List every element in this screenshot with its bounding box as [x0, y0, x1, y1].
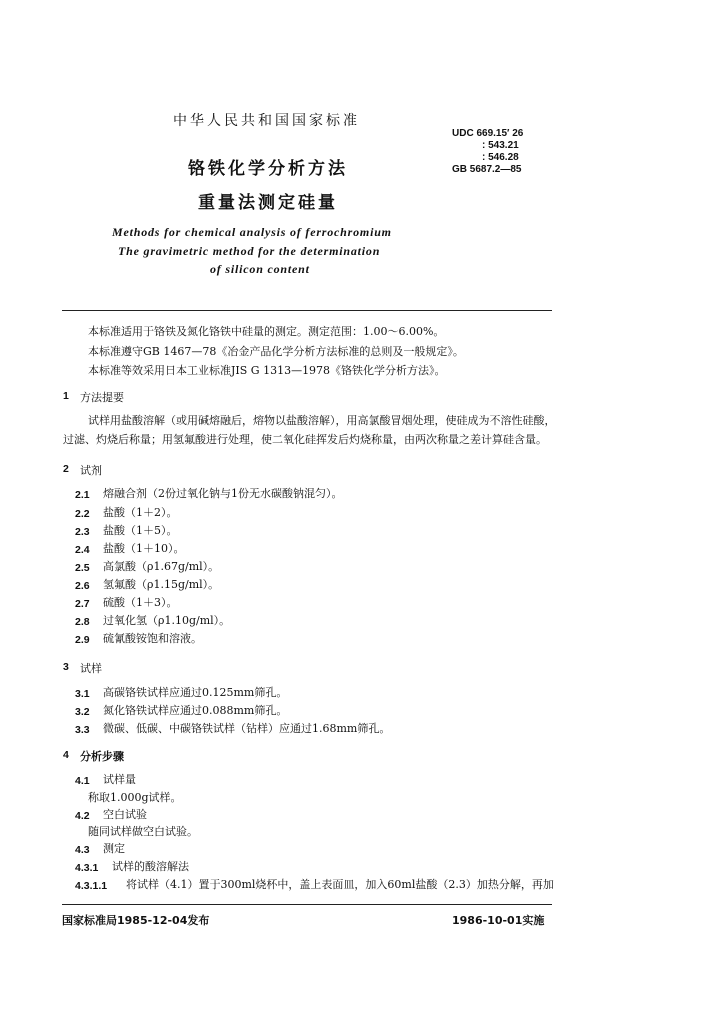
item-2-5-number: 2.5 [75, 562, 90, 574]
intro-line-3: 本标准等效采用日本工业标准JIS G 1313—1978《铬铁化学分析方法》。 [88, 364, 446, 377]
section-4-title: 分析步骤 [80, 750, 124, 763]
item-4-2-title: 空白试验 [103, 808, 147, 821]
item-4-3-title: 测定 [103, 842, 125, 855]
item-2-9-text: 硫氰酸铵饱和溶液。 [103, 632, 202, 645]
item-2-5-text: 高氯酸（ρ1.67g/ml）。 [103, 560, 220, 573]
item-4-3-1-number: 4.3.1 [75, 862, 99, 874]
item-4-1-title: 试样量 [103, 773, 136, 786]
implementation-date: 1986-10-01实施 [452, 914, 545, 927]
item-3-3-text: 微碳、低碳、中碳铬铁试样（钻样）应通过1.68mm筛孔。 [103, 722, 391, 735]
title-en-line-1: Methods for chemical analysis of ferrochromium [112, 225, 392, 239]
gb-code: GB 5687.2—85 [452, 164, 522, 175]
item-3-1-text: 高碳铬铁试样应通过0.125mm筛孔。 [103, 686, 288, 699]
item-4-1-number: 4.1 [75, 775, 90, 787]
item-2-1-text: 熔融合剂（2份过氧化钠与1份无水碳酸钠混匀）。 [103, 487, 343, 500]
udc-line-2: : 543.21 [482, 140, 519, 151]
item-2-7-number: 2.7 [75, 598, 90, 610]
item-4-3-1-1-text: 将试样（4.1）置于300ml烧杯中，盖上表面皿，加入60ml盐酸（2.3）加热分解，再加 [126, 878, 554, 891]
item-2-1-number: 2.1 [75, 489, 90, 501]
title-en-line-3: of silicon content [210, 262, 310, 276]
section-1-body-line-2: 过滤、灼烧后称量；用氢氟酸进行处理，使二氧化硅挥发后灼烧称量，由两次称量之差计算硅含量。 [63, 433, 547, 446]
title-cn-line-2: 重量法测定硅量 [198, 193, 338, 213]
item-2-6-number: 2.6 [75, 580, 90, 592]
item-2-3-text: 盐酸（1＋5）。 [103, 524, 178, 537]
standard-body-label: 中华人民共和国国家标准 [173, 113, 360, 129]
section-2-title: 试剂 [80, 464, 102, 477]
udc-line-1: UDC 669.15′ 26 [452, 128, 524, 139]
section-1-body-line-1: 试样用盐酸溶解（或用碱熔融后，熔物以盐酸溶解），用高氯酸冒烟处理，使硅成为不溶性硅酸， [88, 414, 556, 427]
item-2-2-text: 盐酸（1＋2）。 [103, 506, 178, 519]
section-3-title: 试样 [80, 662, 102, 675]
section-4-number: 4 [63, 749, 69, 761]
item-4-3-1-1-number: 4.3.1.1 [75, 880, 108, 892]
item-2-8-text: 过氧化氢（ρ1.10g/ml）。 [103, 614, 231, 627]
item-2-6-text: 氢氟酸（ρ1.15g/ml）。 [103, 578, 220, 591]
item-3-3-number: 3.3 [75, 724, 90, 736]
item-3-2-text: 氮化铬铁试样应通过0.088mm筛孔。 [103, 704, 288, 717]
item-2-4-text: 盐酸（1＋10）。 [103, 542, 185, 555]
section-1-number: 1 [63, 390, 69, 402]
item-2-2-number: 2.2 [75, 508, 90, 520]
issue-date: 国家标准局1985-12-04发布 [62, 914, 210, 927]
section-1-title: 方法提要 [80, 391, 124, 404]
item-2-9-number: 2.9 [75, 634, 90, 646]
item-3-1-number: 3.1 [75, 688, 90, 700]
item-4-2-body: 随同试样做空白试验。 [88, 825, 198, 838]
section-3-number: 3 [63, 661, 69, 673]
item-2-7-text: 硫酸（1＋3）。 [103, 596, 178, 609]
item-2-8-number: 2.8 [75, 616, 90, 628]
item-4-2-number: 4.2 [75, 810, 90, 822]
item-2-3-number: 2.3 [75, 526, 90, 538]
title-cn-line-1: 铬铁化学分析方法 [188, 159, 348, 179]
intro-line-2: 本标准遵守GB 1467—78《冶金产品化学分析方法标准的总则及一般规定》。 [88, 345, 464, 358]
item-2-4-number: 2.4 [75, 544, 90, 556]
title-en-line-2: The gravimetric method for the determination [118, 244, 381, 258]
item-3-2-number: 3.2 [75, 706, 90, 718]
footer-rule [62, 904, 552, 905]
item-4-1-body: 称取1.000g试样。 [88, 791, 182, 804]
item-4-3-number: 4.3 [75, 844, 90, 856]
intro-line-1: 本标准适用于铬铁及氮化铬铁中硅量的测定。测定范围：1.00～6.00%。 [88, 325, 445, 338]
section-2-number: 2 [63, 463, 69, 475]
item-4-3-1-title: 试样的酸溶解法 [112, 860, 189, 873]
udc-line-3: : 546.28 [482, 152, 519, 163]
header-rule [62, 310, 552, 311]
